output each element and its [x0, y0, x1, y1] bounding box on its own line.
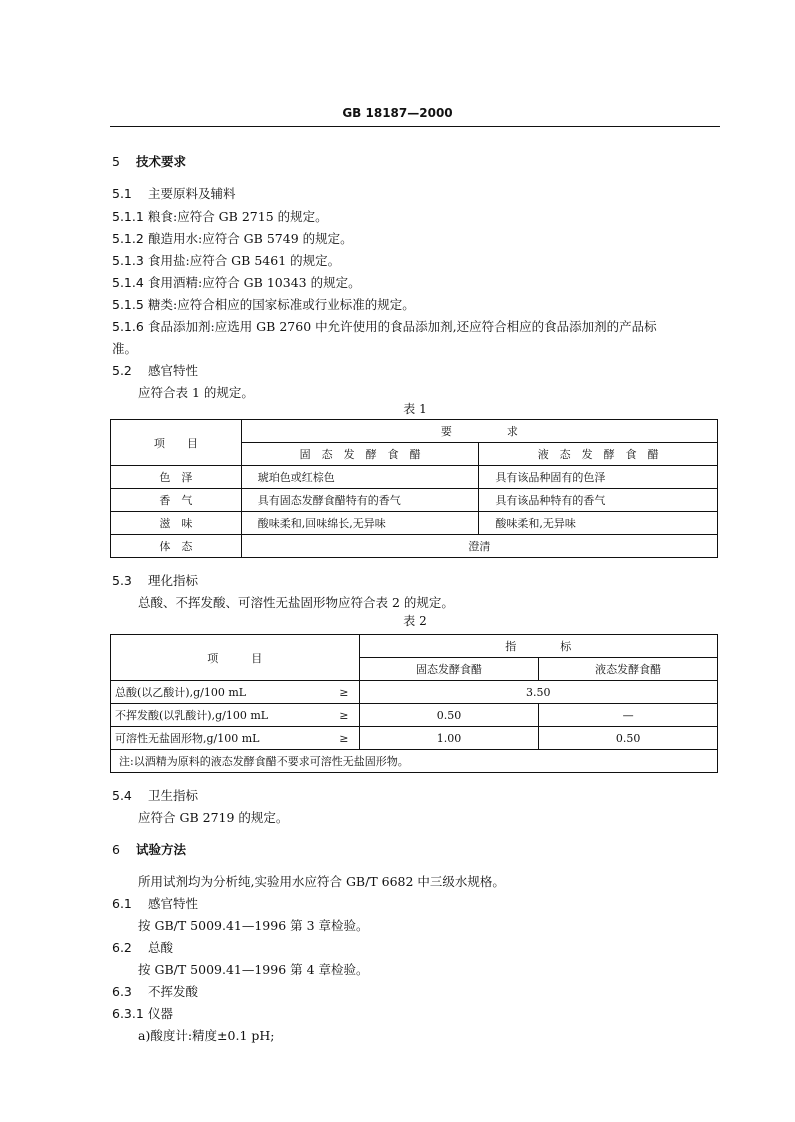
clause-6-2 [112, 938, 173, 956]
t1-cell-solid: 具有固态发酵食醋特有的香气 [241, 489, 479, 512]
clause-title: 总酸 [148, 940, 174, 955]
table-note-row [111, 750, 718, 773]
t2-cell-liquid: 0.50 [539, 727, 718, 750]
t1-cell-item: 香 气 [111, 489, 242, 512]
t2-header-liquid: 液态发酵食醋 [539, 658, 718, 681]
clause-text: 食用盐:应符合 GB 5461 的规定。 [148, 253, 341, 268]
clause-5-1-4 [112, 273, 361, 291]
page-header: GB 18187—2000 [342, 106, 453, 120]
clause-5-1-2 [112, 229, 353, 247]
t2-cell-sym: ≥ [329, 704, 359, 727]
t1-cell-solid: 酸味柔和,回味绵长,无异味 [241, 512, 479, 535]
section-6-text: 所用试剂均为分析纯,实验用水应符合 GB/T 6682 中三级水规格。 [138, 874, 505, 889]
section-title: 技术要求 [136, 154, 187, 169]
t2-header-index: 指 标 [359, 635, 717, 658]
table-row [111, 727, 718, 750]
t1-cell-item: 色 泽 [111, 466, 242, 489]
clause-text: 食品添加剂:应选用 GB 2760 中允许使用的食品添加剂,还应符合相应的食品添加剂的产品标 [148, 319, 657, 334]
t2-cell-merged: 3.50 [359, 681, 717, 704]
clause-number: 6.1 [112, 896, 132, 911]
clause-title: 感官特性 [148, 363, 199, 378]
table-row [111, 704, 718, 727]
t2-cell-liquid: — [539, 704, 718, 727]
clause-title: 仪器 [148, 1006, 174, 1021]
t1-cell-liquid: 具有该品种特有的香气 [479, 489, 718, 512]
clause-5-3-text: 总酸、不挥发酸、可溶性无盐固形物应符合表 2 的规定。 [138, 595, 454, 610]
t2-cell-solid: 0.50 [359, 704, 539, 727]
section-5-heading [112, 152, 186, 170]
clause-number: 5.1 [112, 186, 132, 201]
table-row [111, 681, 718, 704]
section-number: 5 [112, 154, 120, 169]
table2-caption: 表 2 [403, 614, 427, 628]
t1-cell-liquid: 具有该品种固有的色泽 [479, 466, 718, 489]
t1-header-req: 要 求 [241, 420, 717, 443]
clause-5-1-1 [112, 207, 328, 225]
clause-6-2-text: 按 GB/T 5009.41—1996 第 4 章检验。 [138, 962, 369, 977]
t2-cell-solid: 1.00 [359, 727, 539, 750]
clause-title: 理化指标 [148, 573, 199, 588]
clause-number: 5.1.3 [112, 253, 144, 268]
t2-cell-item: 总酸(以乙酸计),g/100 mL [111, 681, 330, 704]
clause-number: 5.1.6 [112, 319, 144, 334]
clause-text: 糖类:应符合相应的国家标准或行业标准的规定。 [148, 297, 415, 312]
clause-title: 感官特性 [148, 896, 199, 911]
section-6-heading [112, 840, 186, 858]
clause-5-1-5 [112, 295, 415, 313]
t1-cell-item: 体 态 [111, 535, 242, 558]
table-row [111, 489, 718, 512]
t2-note: 注:以酒精为原料的液态发酵食醋不要求可溶性无盐固形物。 [111, 750, 718, 773]
clause-6-3-1-item-a: a)酸度计:精度±0.1 pH; [138, 1028, 275, 1043]
clause-number: 5.2 [112, 363, 132, 378]
clause-number: 5.1.5 [112, 297, 144, 312]
clause-number: 5.1.1 [112, 209, 144, 224]
clause-title: 主要原料及辅料 [148, 186, 236, 201]
clause-5-1-3 [112, 251, 340, 269]
t1-header-item: 项 目 [111, 420, 242, 466]
clause-title: 不挥发酸 [148, 984, 199, 999]
table1-caption: 表 1 [403, 402, 427, 416]
t1-cell-liquid: 酸味柔和,无异味 [479, 512, 718, 535]
clause-5-1 [112, 184, 236, 202]
t2-cell-item: 可溶性无盐固形物,g/100 mL [111, 727, 330, 750]
t2-cell-item: 不挥发酸(以乳酸计),g/100 mL [111, 704, 330, 727]
t1-header-liquid: 液 态 发 酵 食 醋 [479, 443, 718, 466]
clause-number: 5.4 [112, 788, 132, 803]
clause-5-2 [112, 361, 198, 379]
header-rule [110, 126, 720, 127]
clause-5-1-6 [112, 317, 657, 335]
section-number: 6 [112, 842, 120, 857]
t1-header-solid: 固 态 发 酵 食 醋 [241, 443, 479, 466]
clause-text: 食用酒精:应符合 GB 10343 的规定。 [148, 275, 361, 290]
t1-cell-merged: 澄清 [241, 535, 717, 558]
clause-5-2-text: 应符合表 1 的规定。 [138, 385, 254, 400]
clause-number: 5.3 [112, 573, 132, 588]
clause-number: 5.1.2 [112, 231, 144, 246]
table-row [111, 512, 718, 535]
clause-number: 6.3 [112, 984, 132, 999]
clause-5-3 [112, 571, 198, 589]
table-1 [110, 419, 718, 558]
clause-5-4 [112, 786, 198, 804]
clause-text: 粮食:应符合 GB 2715 的规定。 [148, 209, 328, 224]
clause-number: 5.1.4 [112, 275, 144, 290]
section-title: 试验方法 [136, 842, 187, 857]
clause-6-3-1 [112, 1004, 173, 1022]
t2-header-solid: 固态发酵食醋 [359, 658, 539, 681]
t2-cell-sym: ≥ [329, 681, 359, 704]
table-2 [110, 634, 718, 773]
clause-number: 6.3.1 [112, 1006, 144, 1021]
clause-title: 卫生指标 [148, 788, 199, 803]
t2-cell-sym: ≥ [329, 727, 359, 750]
clause-6-3 [112, 982, 198, 1000]
t1-cell-solid: 琥珀色或红棕色 [241, 466, 479, 489]
clause-5-4-text: 应符合 GB 2719 的规定。 [138, 810, 289, 825]
t2-header-item: 项 目 [111, 635, 360, 681]
clause-6-1 [112, 894, 198, 912]
clause-number: 6.2 [112, 940, 132, 955]
clause-text: 酿造用水:应符合 GB 5749 的规定。 [148, 231, 353, 246]
table-row [111, 535, 718, 558]
clause-5-1-6-cont: 准。 [112, 341, 138, 356]
clause-6-1-text: 按 GB/T 5009.41—1996 第 3 章检验。 [138, 918, 369, 933]
t1-cell-item: 滋 味 [111, 512, 242, 535]
table-row [111, 466, 718, 489]
